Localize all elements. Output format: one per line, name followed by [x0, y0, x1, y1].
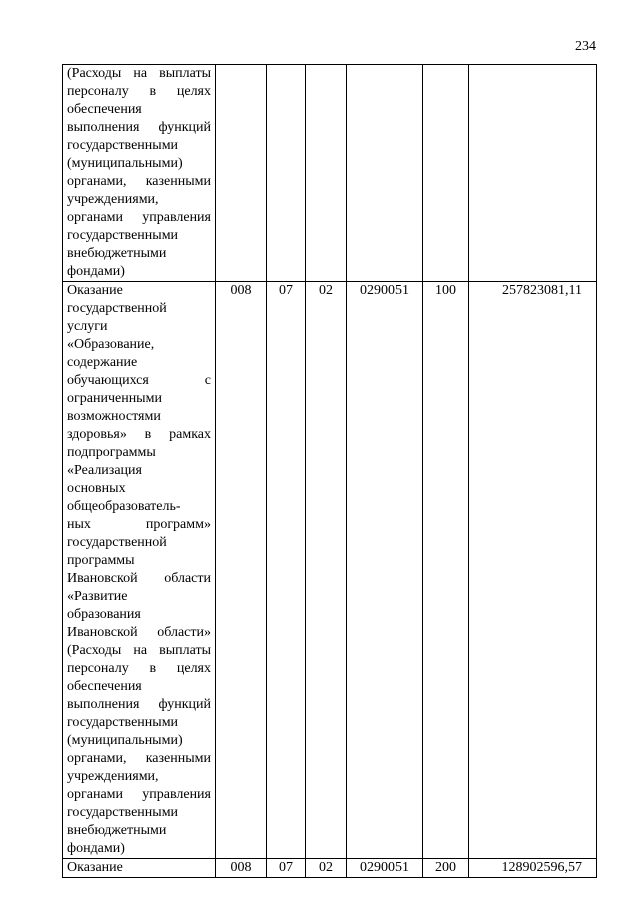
description-line: программы	[67, 553, 135, 568]
budget-table	[62, 64, 597, 878]
description-line: общеобразователь-	[67, 499, 181, 514]
amount-cell: 257823081,11	[469, 282, 597, 859]
ministry-code-cell: 008	[216, 859, 267, 878]
description-line: здоровья» в рамках	[67, 427, 211, 442]
target-article-cell: 0290051	[347, 859, 423, 878]
description-line: услуги	[67, 319, 108, 334]
page-number: 234	[575, 39, 596, 54]
table-body	[63, 65, 597, 878]
description-line: органами управления	[67, 210, 211, 225]
description-line: (муниципальными)	[67, 733, 183, 748]
description-line: подпрограммы	[67, 445, 156, 460]
description-line: органами управления	[67, 787, 211, 802]
amount-cell: 128902596,57	[469, 859, 597, 878]
description-cell	[63, 282, 216, 859]
section-code-cell: 07	[267, 282, 306, 859]
description-line: ных программ»	[67, 517, 211, 532]
subsection-code-cell	[306, 65, 347, 282]
description-line: «Развитие	[67, 589, 128, 604]
description-line: фондами)	[67, 264, 125, 279]
description-line: выполнения функций	[67, 697, 211, 712]
description-line: Оказание	[67, 283, 123, 298]
ministry-code-cell	[216, 65, 267, 282]
description-line: «Образование,	[67, 337, 155, 352]
description-line: Оказание	[67, 860, 123, 875]
description-line: органами, казенными	[67, 751, 211, 766]
description-line: государственными	[67, 805, 179, 820]
description-line: обеспечения	[67, 102, 142, 117]
description-line: Ивановской области	[67, 571, 211, 586]
description-line: возможностями	[67, 409, 161, 424]
description-line: (муниципальными)	[67, 156, 183, 171]
description-line: государственными	[67, 138, 179, 153]
description-line: органами, казенными	[67, 174, 211, 189]
section-code-cell: 07	[267, 859, 306, 878]
description-line: учреждениями,	[67, 769, 159, 784]
amount-cell	[469, 65, 597, 282]
description-line: учреждениями,	[67, 192, 159, 207]
description-line: ограниченными	[67, 391, 162, 406]
description-line: обеспечения	[67, 679, 142, 694]
description-line: государственными	[67, 715, 179, 730]
description-line: государственной	[67, 301, 167, 316]
description-line: обучающихся с	[67, 373, 211, 388]
description-cell	[63, 859, 216, 878]
subsection-code-cell: 02	[306, 859, 347, 878]
table-row	[63, 282, 597, 859]
target-article-cell	[347, 65, 423, 282]
expense-type-cell: 200	[423, 859, 469, 878]
description-line: внебюджетными	[67, 823, 167, 838]
ministry-code-cell: 008	[216, 282, 267, 859]
description-line: фондами)	[67, 841, 125, 856]
description-cell	[63, 65, 216, 282]
description-line: выполнения функций	[67, 120, 211, 135]
section-code-cell	[267, 65, 306, 282]
description-line: персоналу в целях	[67, 84, 211, 99]
description-line: (Расходы на выплаты	[67, 66, 211, 81]
subsection-code-cell: 02	[306, 282, 347, 859]
description-line: (Расходы на выплаты	[67, 643, 211, 658]
table-row	[63, 859, 597, 878]
expense-type-cell: 100	[423, 282, 469, 859]
description-line: основных	[67, 481, 126, 496]
table-row	[63, 65, 597, 282]
description-line: внебюджетными	[67, 246, 167, 261]
description-line: государственной	[67, 535, 167, 550]
target-article-cell: 0290051	[347, 282, 423, 859]
description-line: персоналу в целях	[67, 661, 211, 676]
description-line: государственными	[67, 228, 179, 243]
description-line: содержание	[67, 355, 138, 370]
description-line: Ивановской области»	[67, 625, 211, 640]
description-line: «Реализация	[67, 463, 142, 478]
description-line: образования	[67, 607, 141, 622]
expense-type-cell	[423, 65, 469, 282]
